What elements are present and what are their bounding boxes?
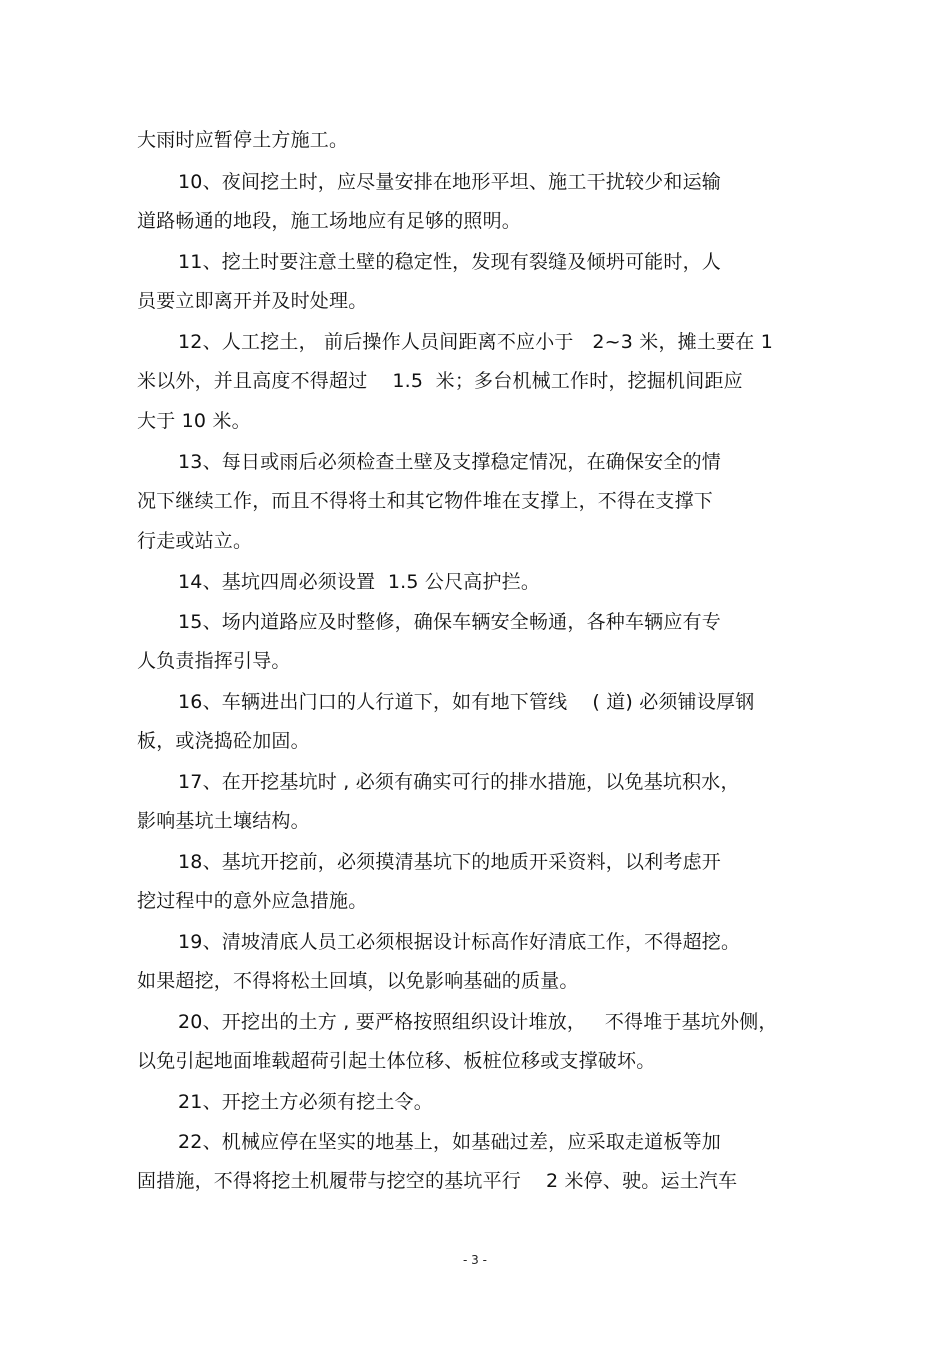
- text-line: 大于 10 米。: [137, 410, 251, 432]
- text-line: 11、挖土时要注意土壁的稳定性，发现有裂缝及倾坍可能时，人: [178, 251, 721, 273]
- page-number: - 3 -: [463, 1253, 487, 1267]
- text-line: 以免引起地面堆载超荷引起土体位移、板桩位移或支撑破坏。: [137, 1050, 656, 1072]
- text-line: 19、清坡清底人员工必须根据设计标高作好清底工作，不得超挖。: [178, 931, 741, 953]
- text-line: 18、基坑开挖前，必须摸清基坑下的地质开采资料，以利考虑开: [178, 851, 721, 873]
- text-line: 16、车辆进出门口的人行道下，如有地下管线 ( 道) 必须铺设厚钢: [178, 691, 755, 713]
- text-line: 22、机械应停在坚实的地基上，如基础过差，应采取走道板等加: [178, 1131, 721, 1153]
- text-line: 人负责指挥引导。: [137, 650, 291, 672]
- text-line: 17、在开挖基坑时 , 必须有确实可行的排水措施，以免基坑积水，: [178, 771, 740, 793]
- text-line: 板，或浇捣砼加固。: [137, 730, 310, 752]
- text-line: 14、基坑四周必须设置 1.5 公尺高护拦。: [178, 571, 541, 593]
- text-line: 固措施，不得将挖土机履带与挖空的基坑平行 2 米停、驶。运土汽车: [137, 1170, 738, 1192]
- text-line: 挖过程中的意外应急措施。: [137, 890, 368, 912]
- text-line: 况下继续工作，而且不得将土和其它物件堆在支撑上，不得在支撑下: [137, 490, 714, 512]
- text-line: 15、场内道路应及时整修，确保车辆安全畅通，各种车辆应有专: [178, 611, 721, 633]
- text-line: 21、开挖土方必须有挖土令。: [178, 1091, 433, 1113]
- text-line: 20、开挖出的土方 , 要严格按照组织设计堆放， 不得堆于基坑外侧，: [178, 1011, 778, 1033]
- text-line: 13、每日或雨后必须检查土壁及支撑稳定情况，在确保安全的情: [178, 451, 721, 473]
- text-line: 员要立即离开并及时处理。: [137, 290, 368, 312]
- text-line: 10、夜间挖土时，应尽量安排在地形平坦、施工干扰较少和运输: [178, 171, 721, 193]
- text-line: 影响基坑土壤结构。: [137, 810, 310, 832]
- text-line: 大雨时应暂停土方施工。: [137, 129, 349, 151]
- text-line: 12、人工挖土， 前后操作人员间距离不应小于 2~3 米，摊土要在 1: [178, 331, 774, 353]
- text-line: 米以外，并且高度不得超过 1.5 米；多台机械工作时，挖掘机间距应: [137, 370, 743, 392]
- text-line: 行走或站立。: [137, 530, 253, 552]
- text-line: 如果超挖，不得将松土回填，以免影响基础的质量。: [137, 970, 579, 992]
- text-line: 道路畅通的地段，施工场地应有足够的照明。: [137, 210, 522, 232]
